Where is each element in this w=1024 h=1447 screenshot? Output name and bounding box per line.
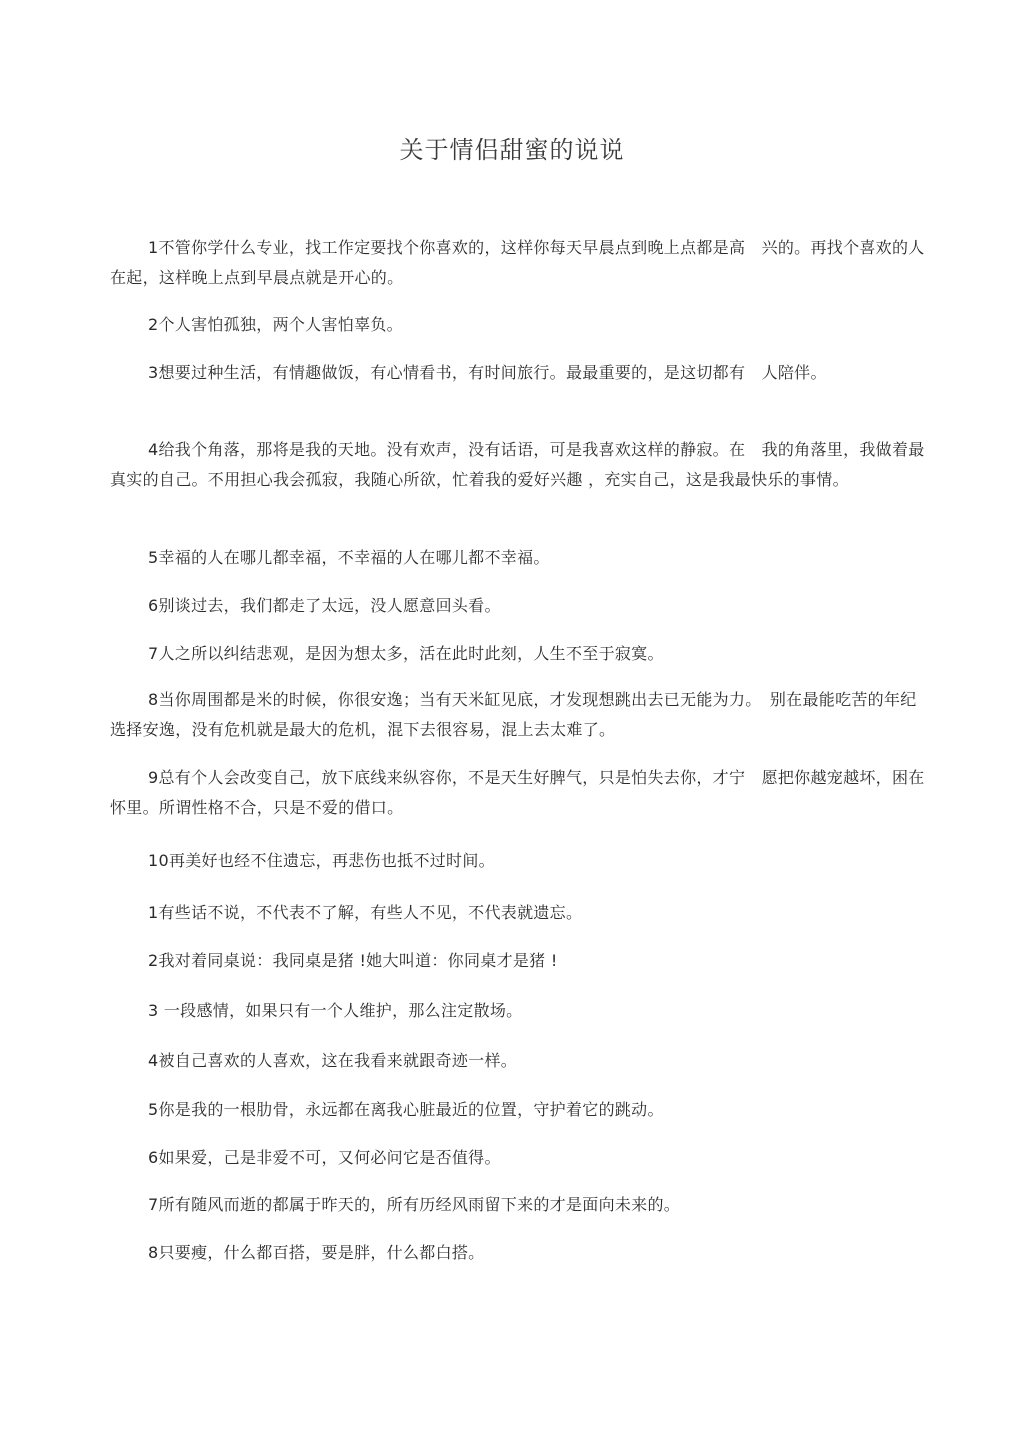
paragraph-10: 10再美好也经不住遗忘，再悲伤也抵不过时间。 [148, 851, 495, 870]
paragraph-1: 1不管你学什么专业，找工作定要找个你喜欢的，这样你每天早晨点到晚上点都是高 兴的。再找个喜欢的人在起，这样晚上点到早晨点就是开心的。 [110, 238, 925, 287]
paragraph-18: 8只要瘦，什么都百搭，要是胖，什么都白搭。 [148, 1243, 485, 1262]
paragraph-8: 8当你周围都是米的时候，你很安逸；当有天米缸见底，才发现想跳出去已无能为力。 别在最能吃苦的年纪选择安逸，没有危机就是最大的危机，混下去很容易，混上去太难了。 [110, 690, 917, 739]
paragraph-9: 9总有个人会改变自己，放下底线来纵容你，不是天生好脾气，只是怕失去你，才宁 愿把你越宠越坏，困在怀里。所谓性格不合，只是不爱的借口。 [110, 768, 925, 817]
paragraph-13: 3 一段感情，如果只有一个人维护，那么注定散场。 [148, 1001, 523, 1020]
paragraph-14: 4被自己喜欢的人喜欢，这在我看来就跟奇迹一样。 [148, 1051, 518, 1070]
paragraph-17: 7所有随风而逝的都属于昨天的，所有历经风雨留下来的才是面向未来的。 [148, 1195, 681, 1214]
paragraph-5: 5幸福的人在哪儿都幸福，不幸福的人在哪儿都不幸福。 [148, 548, 550, 567]
paragraph-6: 6别谈过去，我们都走了太远，没人愿意回头看。 [148, 596, 501, 615]
paragraph-4: 4给我个角落，那将是我的天地。没有欢声，没有话语，可是我喜欢这样的静寂。在 我的角落里，我做着最真实的自己。不用担心我会孤寂，我随心所欲，忙着我的爱好兴趣 ，充实自己，这是我最快乐的事情。 [110, 440, 925, 489]
paragraph-16: 6如果爱，己是非爱不可，又何必问它是否值得。 [148, 1148, 501, 1167]
paragraph-15: 5你是我的一根肋骨，永远都在离我心脏最近的位置，守护着它的跳动。 [148, 1100, 664, 1119]
paragraph-3: 3想要过种生活，有情趣做饭，有心情看书，有时间旅行。最最重要的，是这切都有 人陪伴。 [148, 363, 827, 382]
paragraph-7: 7人之所以纠结悲观，是因为想太多，活在此时此刻，人生不至于寂寞。 [148, 644, 664, 663]
paragraph-12: 2我对着同桌说：我同桌是猪 !她大叫道：你同桌才是猪 ! [148, 951, 558, 970]
paragraph-11: 1有些话不说，不代表不了解，有些人不见，不代表就遗忘。 [148, 903, 583, 922]
page-title: 关于情侣甜蜜的说说 [399, 136, 625, 164]
paragraph-2: 2个人害怕孤独，两个人害怕辜负。 [148, 315, 403, 334]
